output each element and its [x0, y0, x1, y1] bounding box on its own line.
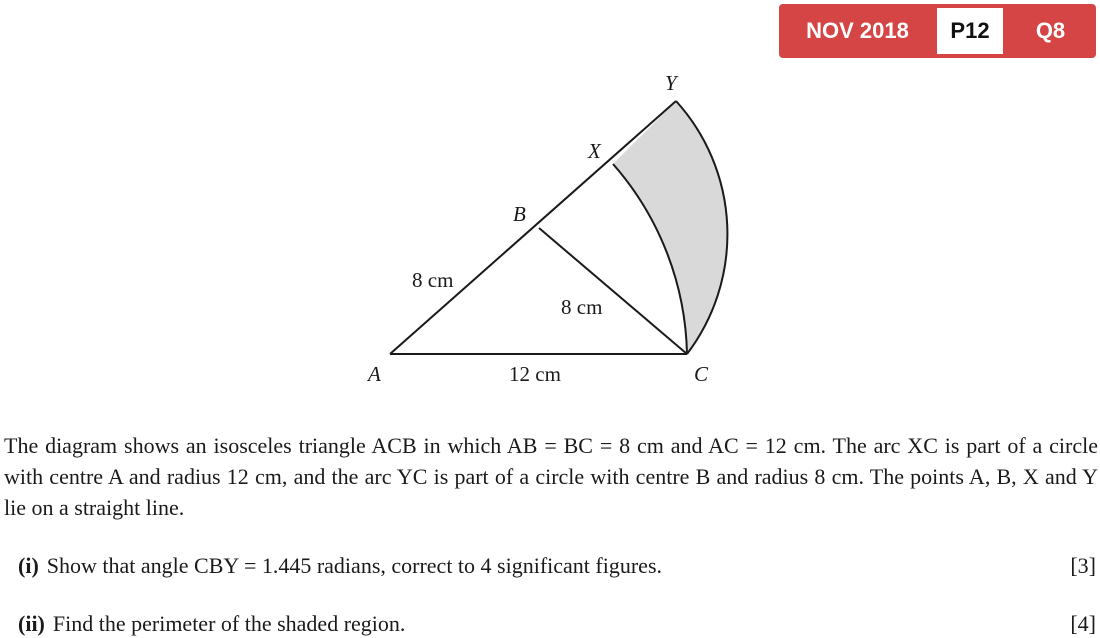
part-number: (i): [18, 553, 39, 578]
length-ab-label: 8 cm: [412, 268, 454, 292]
point-b-label: B: [513, 202, 526, 226]
question-part-ii: [18, 610, 1096, 638]
part-marks: [3]: [1070, 553, 1096, 578]
part-text: Find the perimeter of the shaded region.: [52, 611, 406, 636]
paper-label: P12: [937, 8, 1003, 54]
line-ay: [390, 101, 676, 354]
session-label: NOV 2018: [806, 18, 909, 43]
length-bc-label: 8 cm: [561, 295, 603, 319]
question-stem: The diagram shows an isosceles triangle ACB in which AB = BC = 8 cm and AC = 12 cm. The arc XC is part of a circle with centre A and radius 12 cm, and the arc YC is part of a circle with centre B and radius 8 cm. The points A, B, X and Y lie on a straight line.: [4, 433, 1098, 520]
point-x-label: X: [588, 139, 601, 163]
point-a-label: A: [368, 362, 381, 386]
part-number: (ii): [18, 611, 45, 636]
point-c-label: C: [694, 362, 709, 386]
question-part-i: [18, 552, 1096, 580]
point-y-label: Y: [665, 71, 677, 95]
part-marks: [4]: [1070, 611, 1096, 636]
part-text: Show that angle CBY = 1.445 radians, correct to 4 significant figures.: [46, 553, 663, 578]
length-ac-label: 12 cm: [509, 362, 561, 386]
question-number: Q8: [1035, 18, 1066, 43]
